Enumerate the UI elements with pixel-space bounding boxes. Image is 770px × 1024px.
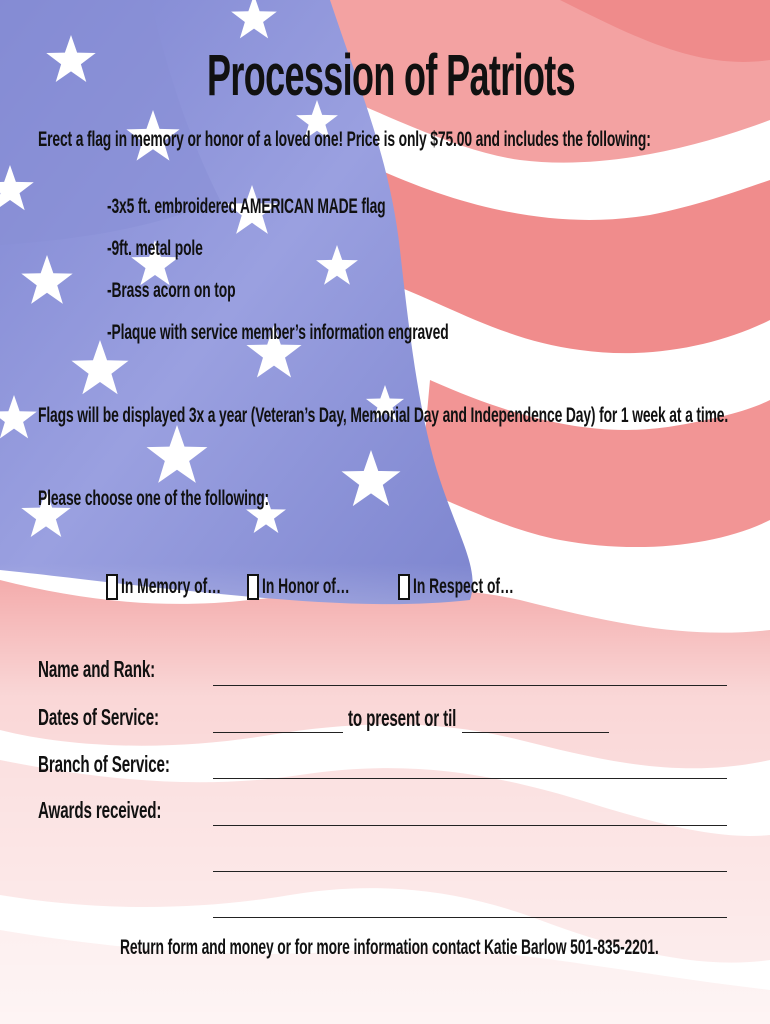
option-in-honor[interactable] xyxy=(247,570,395,604)
branch-service-label: Branch of Service: xyxy=(38,751,170,777)
awards-field-line[interactable] xyxy=(213,825,727,826)
dates-end-field[interactable] xyxy=(462,732,609,733)
checkbox-in-respect[interactable] xyxy=(398,574,410,600)
awards-field-line[interactable] xyxy=(213,871,727,872)
name-rank-label: Name and Rank: xyxy=(38,656,156,682)
option-label: In Respect of… xyxy=(413,575,514,598)
option-label: In Memory of… xyxy=(121,575,222,598)
choose-prompt: Please choose one of the following: xyxy=(38,487,270,510)
list-item: -9ft. metal pole xyxy=(107,237,203,260)
option-label: In Honor of… xyxy=(262,575,350,598)
display-note: Flags will be displayed 3x a year (Veteran’s Day, Memorial Day and Independence Day) for 1 week at a time. xyxy=(38,404,729,427)
dates-start-field[interactable] xyxy=(213,732,343,733)
list-item: -Brass acorn on top xyxy=(107,279,236,302)
name-rank-field[interactable] xyxy=(213,685,727,686)
option-in-respect[interactable] xyxy=(398,570,566,604)
page-title: Procession of Patriots xyxy=(207,43,576,108)
footer-contact: Return form and money or for more information contact Katie Barlow 501-835-2201. xyxy=(120,936,659,959)
branch-service-field[interactable] xyxy=(213,778,727,779)
awards-label: Awards received: xyxy=(38,797,162,823)
to-present-text: to present or til xyxy=(348,705,457,731)
awards-field-line[interactable] xyxy=(213,917,727,918)
intro-text: Erect a flag in memory or honor of a loved one! Price is only $75.00 and includes the following: xyxy=(38,128,651,151)
checkbox-in-memory[interactable] xyxy=(106,574,118,600)
list-item: -3x5 ft. embroidered AMERICAN MADE flag xyxy=(107,195,386,218)
list-item: -Plaque with service member’s information engraved xyxy=(107,321,449,344)
dates-service-label: Dates of Service: xyxy=(38,704,159,730)
checkbox-in-honor[interactable] xyxy=(247,574,259,600)
